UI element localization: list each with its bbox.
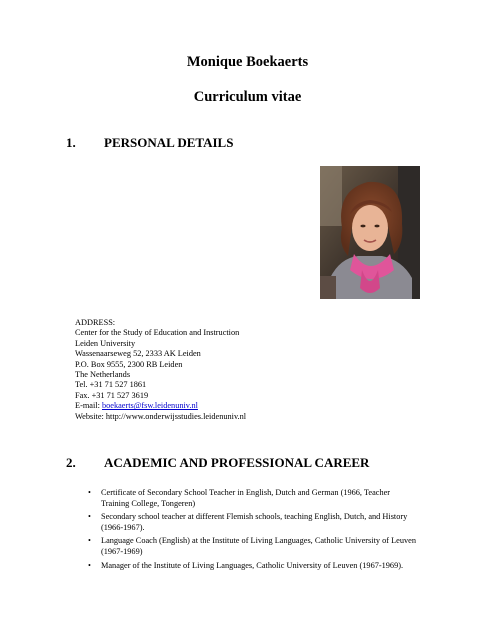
list-item-text: Manager of the Institute of Living Languages, Catholic University of Leuven (1967-1969). (101, 560, 404, 570)
list-item (88, 488, 420, 509)
email-line (75, 401, 246, 411)
list-item (88, 536, 420, 557)
email-link[interactable]: boekaerts@fsw.leidenuniv.nl (101, 401, 198, 411)
section-heading-personal-details (66, 135, 233, 151)
bullet-icon: • (88, 536, 91, 546)
fax-line: Fax. +31 71 527 3619 (75, 390, 149, 400)
list-item-text: Language Coach (English) at the Institute of Living Languages, Catholic University of Leuven (1967-1969) (101, 536, 416, 556)
address-line-street: Wassenaarseweg 52, 2333 AK Leiden (75, 349, 201, 359)
address-line-organization: Center for the Study of Education and Instruction (75, 328, 240, 338)
bullet-icon: • (88, 560, 91, 570)
address-line-country: The Netherlands (75, 370, 131, 380)
section-number: 2. (66, 455, 76, 470)
list-item (88, 512, 420, 533)
email-label: E-mail: (75, 401, 102, 411)
list-item-text: Certificate of Secondary School Teacher in English, Dutch and German (1966, Teacher Training College, Tongeren) (101, 488, 391, 508)
phone-line: Tel. +31 71 527 1861 (75, 380, 147, 390)
person-name: Monique Boekaerts (186, 54, 309, 70)
section-number: 1. (66, 135, 76, 150)
section-title: PERSONAL DETAILS (104, 135, 234, 150)
document-title: Curriculum vitae (193, 89, 302, 105)
address-line-university: Leiden University (75, 338, 136, 348)
section-heading-career (66, 455, 369, 471)
website-line: Website: http://www.onderwijsstudies.leidenuniv.nl (75, 411, 247, 421)
address-block (75, 318, 246, 422)
list-item (88, 561, 420, 572)
section-title: ACADEMIC AND PROFESSIONAL CAREER (104, 455, 370, 470)
address-label: ADDRESS: (75, 318, 116, 327)
list-item-text: Secondary school teacher at different Flemish schools, teaching English, Dutch, and History (1966-1967). (101, 512, 408, 532)
portrait-photo (320, 166, 420, 299)
bullet-icon: • (88, 512, 91, 522)
career-list (88, 488, 420, 574)
address-line-po-box: P.O. Box 9555, 2300 RB Leiden (75, 359, 183, 369)
bullet-icon: • (88, 488, 91, 497)
